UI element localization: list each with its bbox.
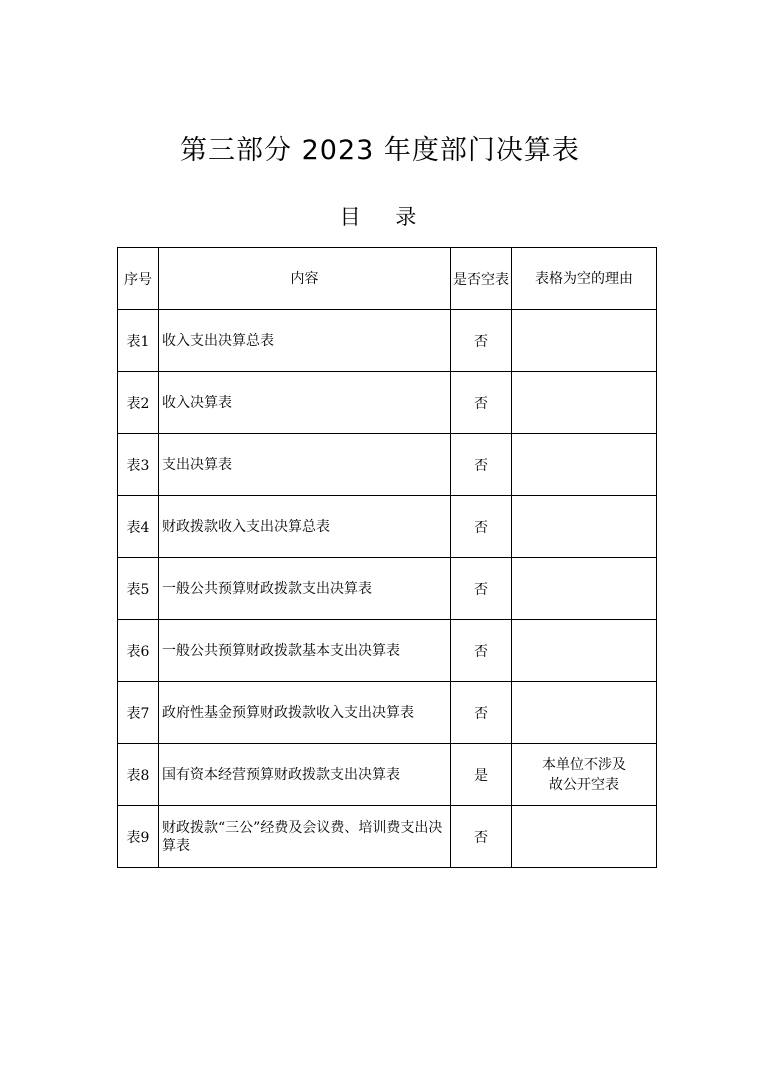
row-no: 表9	[118, 806, 159, 868]
row-is-empty: 否	[451, 496, 512, 558]
row-reason	[512, 620, 657, 682]
row-reason	[512, 558, 657, 620]
row-is-empty: 否	[451, 372, 512, 434]
row-content: 财政拨款收入支出决算总表	[159, 496, 451, 558]
table-row	[118, 744, 657, 806]
row-no: 表8	[118, 744, 159, 806]
row-content: 收入支出决算总表	[159, 310, 451, 372]
toc-table	[117, 247, 657, 868]
row-reason	[512, 372, 657, 434]
page-title: 第三部分 2023 年度部门决算表	[180, 135, 580, 166]
table-row	[118, 558, 657, 620]
table-header-row	[118, 248, 657, 310]
header-content: 内容	[159, 248, 451, 310]
table-row	[118, 434, 657, 496]
table-row	[118, 620, 657, 682]
row-content: 一般公共预算财政拨款基本支出决算表	[159, 620, 451, 682]
table-row	[118, 372, 657, 434]
row-no: 表4	[118, 496, 159, 558]
row-no: 表5	[118, 558, 159, 620]
row-no: 表7	[118, 682, 159, 744]
row-content: 国有资本经营预算财政拨款支出决算表	[159, 744, 451, 806]
table-row	[118, 310, 657, 372]
row-is-empty: 否	[451, 620, 512, 682]
row-no: 表2	[118, 372, 159, 434]
row-no: 表1	[118, 310, 159, 372]
header-is-empty: 是否空表	[451, 248, 512, 310]
row-reason	[512, 434, 657, 496]
row-content: 财政拨款“三公”经费及会议费、培训费支出决算表	[159, 806, 451, 868]
row-content: 政府性基金预算财政拨款收入支出决算表	[159, 682, 451, 744]
row-is-empty: 否	[451, 434, 512, 496]
row-is-empty: 是	[451, 744, 512, 806]
toc-heading: 目 录	[339, 205, 431, 229]
row-reason	[512, 310, 657, 372]
table-row	[118, 682, 657, 744]
table-row	[118, 496, 657, 558]
row-content: 收入决算表	[159, 372, 451, 434]
row-is-empty: 否	[451, 558, 512, 620]
row-reason	[512, 682, 657, 744]
row-is-empty: 否	[451, 310, 512, 372]
row-reason	[512, 806, 657, 868]
row-is-empty: 否	[451, 806, 512, 868]
table-row	[118, 806, 657, 868]
header-no: 序号	[118, 248, 159, 310]
row-reason: 本单位不涉及故公开空表	[512, 744, 657, 806]
row-content: 一般公共预算财政拨款支出决算表	[159, 558, 451, 620]
row-no: 表6	[118, 620, 159, 682]
row-is-empty: 否	[451, 682, 512, 744]
row-no: 表3	[118, 434, 159, 496]
header-reason: 表格为空的理由	[512, 248, 657, 310]
row-content: 支出决算表	[159, 434, 451, 496]
row-reason	[512, 496, 657, 558]
